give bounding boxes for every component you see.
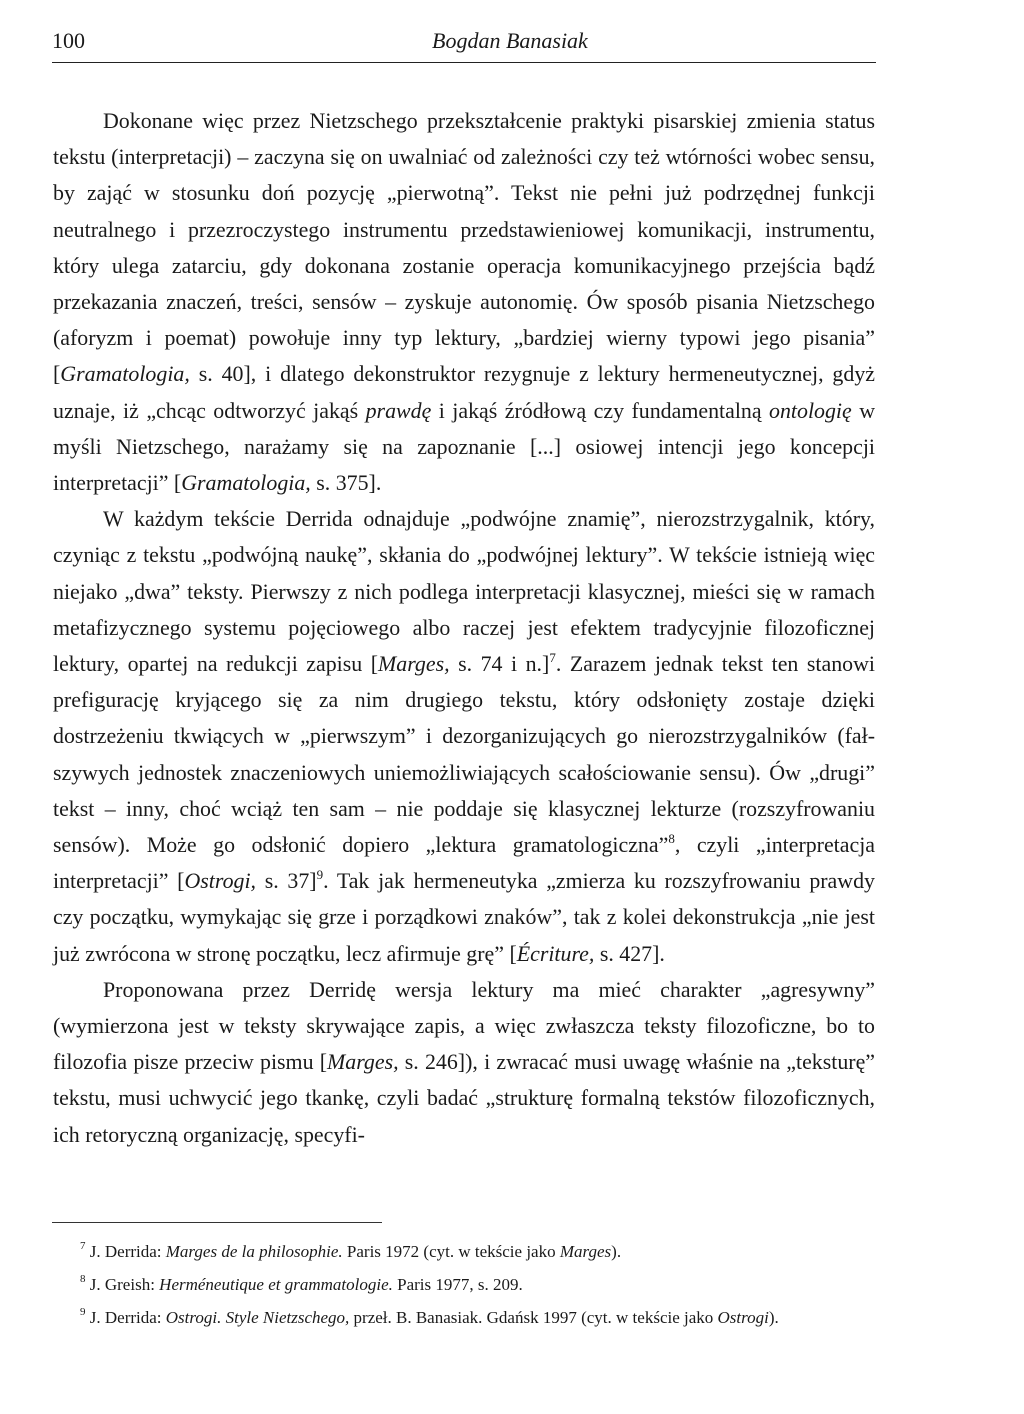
paragraph-2	[53, 501, 875, 972]
text-run: s. 246]), i zwracać musi uwagę właśnie na „teksturę” tekstu, musi uchwycić jego tkankę, czyli badać „strukturę formalną tekstów filozoficznych, ich retoryczną organizację, specyfi-	[53, 1049, 876, 1147]
footnote-text: przeł. B. Banasiak. Gdańsk 1997 (cyt. w tekście jako	[349, 1308, 718, 1327]
body-text	[53, 103, 875, 1153]
italic-citation: Écriture,	[516, 940, 595, 966]
text-run: , czyli „interpretacja interpretacji” [	[53, 832, 875, 894]
paragraph-3	[53, 972, 875, 1153]
footnote-text: ).	[611, 1242, 622, 1261]
paragraph-1	[53, 103, 875, 501]
text-run: s. 37]	[256, 868, 317, 894]
footnote-title: Herméneutique et grammatologie.	[159, 1275, 393, 1294]
italic-term: ontologię	[769, 397, 852, 423]
footnote-text: Paris 1977, s. 209.	[392, 1275, 523, 1294]
text-run: . Tak jak hermeneutyka „zmierza ku rozszyfrowaniu prawdy czy początku, wymykając się grze i porządkowi znaków”, tak z kolei dekonstrukcja „nie jest już zwrócona w stronę początku, lecz afirmuje grę” [	[53, 868, 875, 966]
footnote-text: ).	[768, 1308, 779, 1327]
italic-citation: Gramatologia,	[181, 470, 311, 496]
footnote-divider	[52, 1222, 382, 1223]
running-head-author: Bogdan Banasiak	[432, 28, 588, 53]
footnote-number: 7	[80, 1240, 86, 1253]
text-run: s. 40], i dlatego dekonstruktor rezygnuje z lektury hermeneutycznej, gdyż uznaje, iż „chcąc odtworzyć jakąś	[53, 361, 875, 423]
page-header	[52, 28, 876, 63]
text-run: s. 427].	[594, 940, 665, 966]
italic-citation: Gramatologia,	[60, 361, 190, 387]
footnote-ref[interactable]: 7	[549, 649, 556, 665]
footnote-author: J. Greish:	[85, 1275, 160, 1294]
footnote-abbreviation: Ostrogi	[717, 1308, 769, 1327]
text-run: s. 74 i n.]	[449, 651, 550, 677]
footnote-number: 8	[80, 1273, 86, 1286]
italic-term: prawdę	[365, 397, 432, 423]
page-number: 100	[52, 28, 85, 53]
text-run: W każdym tekście Derrida odnajduje „podwójne znamię”, nierozstrzygalnik, który, czyniąc z tekstu „podwójną naukę”, skłania do „podwójnej lektury”. W tekście istnieją więc niejako „dwa” teksty. Pierwszy z nich podlega interpretacji klasycznej, mieści się w ramach metafizycznego systemu pojęciowego albo raczej jest efektem tradycyjnie filozoficznej lektury, opartej na redukcji zapisu [	[53, 506, 875, 677]
italic-citation: Marges,	[327, 1049, 399, 1075]
footnote-text: Paris 1972 (cyt. w tekście jako	[342, 1242, 560, 1261]
footnote-abbreviation: Marges	[559, 1242, 612, 1261]
footnote-7	[53, 1238, 875, 1266]
text-run: w myśli Nietzschego, narażamy się na zapoznanie [...] osiowej intencji jego koncepcji interpretacji” [	[53, 397, 876, 496]
text-run: Proponowana przez Derridę wersja lektury ma mieć charakter „agresywny” (wymierzona jest w teksty skrywające zapis, a więc zwłaszcza teksty filozoficzne, bo to filozofia pisze przeciw pismu [	[53, 976, 875, 1075]
footnote-9	[53, 1304, 875, 1332]
text-run: . Zarazem jednak tekst ten stanowi prefigurację kryjącego się za nim drugiego tekstu, który odsłonięty zostaje dzięki dostrzeżeniu tkwiących w „pierwszym” i dezorganizujących go nierozstrzygalników (fałszywych jednostek znaczeniowych uniemożliwiających scałościowanie sensu). Ów „drugi” tekst – inny, choć wciąż ten sam – nie poddaje się klasycznej lekturze (rozszyfrowaniu sensów). Może go odsłonić dopiero „lektura gramatologiczna”	[53, 651, 875, 858]
italic-citation: Marges,	[378, 651, 450, 677]
footnote-ref[interactable]: 8	[668, 830, 675, 846]
footnote-author: J. Derrida:	[85, 1242, 166, 1261]
footnote-title: Ostrogi. Style Nietzschego,	[165, 1308, 350, 1327]
text-run: i jakąś źródłową czy fundamentalną	[431, 397, 770, 423]
italic-citation: Ostrogi,	[184, 868, 257, 894]
footnote-number: 9	[80, 1306, 86, 1319]
footnote-ref[interactable]: 9	[316, 866, 324, 882]
text-run: Dokonane więc przez Nietzschego przekształcenie praktyki pisarskiej zmienia status tekstu (interpretacji) – zaczyna się on uwalniać od zależności czy też wtórności wobec sensu, by zająć w stosunku doń pozycję „pierwotną”. Tekst nie pełni już podrzędnej funkcji neutralnego i przezroczystego instrumentu przedstawieniowej komunikacji, instrumentu, który ulega zatarciu, gdy dokonana zostanie operacja komunikacyjnego przejścia bądź przekazania znaczeń, treści, sensów – zyskuje autonomię. Ów sposób pisania Nietzschego (aforyzm i poemat) powołuje inny typ lektury, „bardziej wierny typowi jego pisania” [	[53, 108, 875, 387]
footnote-author: J. Derrida:	[85, 1308, 166, 1327]
text-run: s. 375].	[310, 470, 382, 496]
footnotes	[53, 1238, 875, 1337]
footnote-title: Marges de la philosophie.	[165, 1242, 343, 1261]
footnote-8	[53, 1271, 875, 1299]
